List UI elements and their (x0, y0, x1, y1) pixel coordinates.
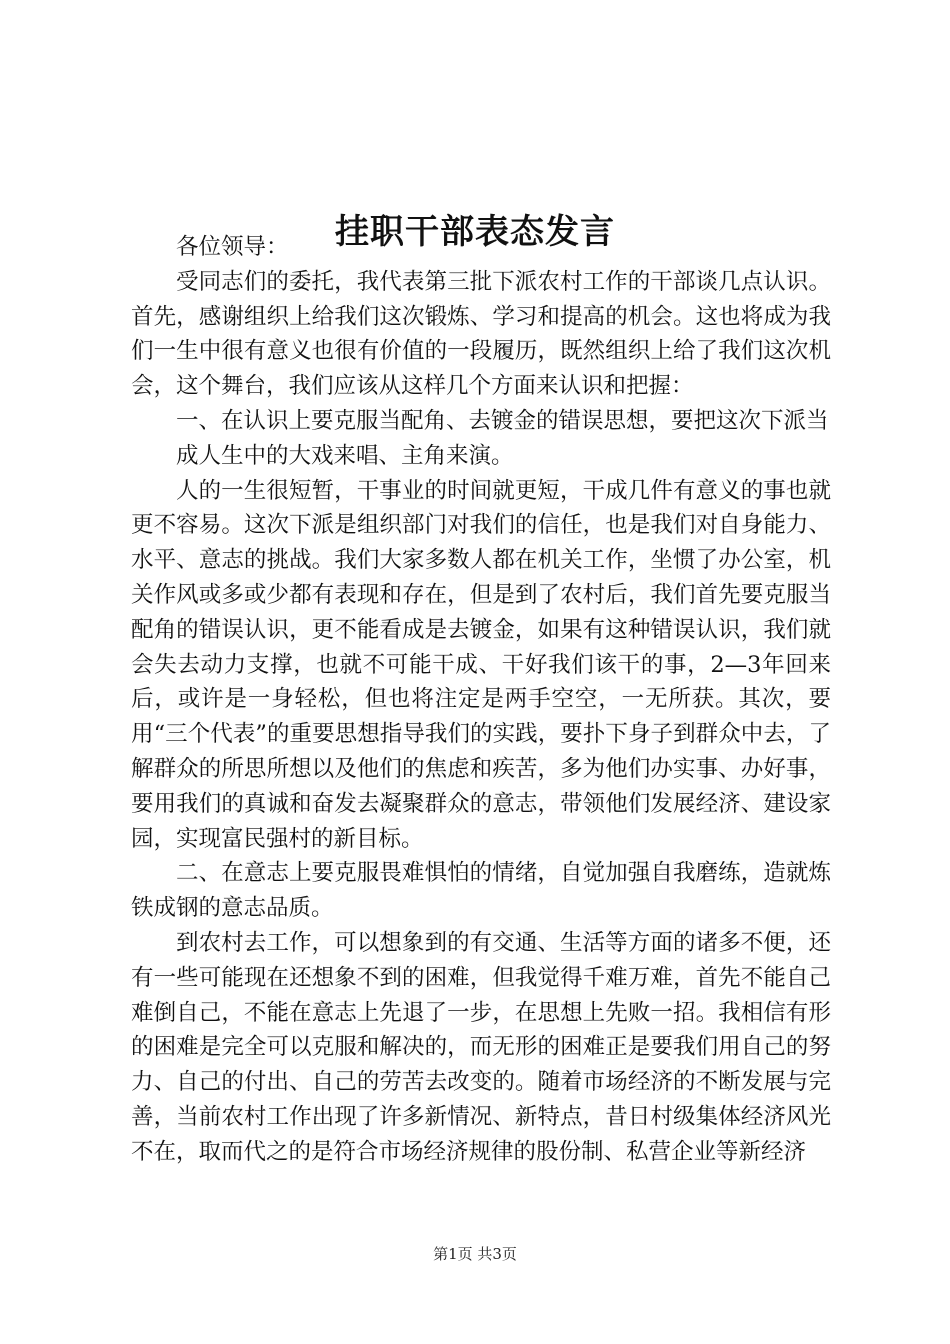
section-heading: 二、在意志上要克服畏难惧怕的情绪，自觉加强自我磨练，造就炼铁成钢的意志品质。 (131, 860, 831, 922)
paragraph: 人的一生很短暂，干事业的时间就更短，干成几件有意义的事也就更不容易。这次下派是组织部门对我们的信任，也是我们对自身能力、水平、意志的挑战。我们大家多数人都在机关工作，坐惯了办公室，机关作风或多或少都有表现和存在，但是到了农村后，我们首先要克服当配角的错误认识，更不能看成是去镀金，如果有这种错误认识，我们就会失去动力支撑，也就不可能干成、干好我们该干的事，2—3年回来后，或许是一身轻松，但也将注定是两手空空，一无所获。其次，要用“三个代表”的重要思想指导我们的实践，要扑下身子到群众中去，了解群众的所思所想以及他们的焦虑和疾苦，多为他们办实事、办好事，要用我们的真诚和奋发去凝聚群众的意志，带领他们发展经济、建设家园，实现富民强村的新目标。 (131, 477, 831, 852)
section-heading: 一、在认识上要克服当配角、去镀金的错误思想，要把这次下派当 (176, 407, 829, 434)
paragraph: 受同志们的委托，我代表第三批下派农村工作的干部谈几点认识。首先，感谢组织上给我们这次锻炼、学习和提高的机会。这也将成为我们一生中很有意义也很有价值的一段履历，既然组织上给了我们这次机会，这个舞台，我们应该从这样几个方面来认识和把握： (131, 268, 831, 400)
paragraph: 到农村去工作，可以想象到的有交通、生活等方面的诸多不便，还有一些可能现在还想象不到的困难，但我觉得千难万难，首先不能自己难倒自己，不能在意志上先退了一步，在思想上先败一招。我相信有形的困难是完全可以克服和解决的，而无形的困难正是要我们用自己的努力、自己的付出、自己的劳苦去改变的。随着市场经济的不断发展与完善，当前农村工作出现了许多新情况、新特点，昔日村级集体经济风光不在，取而代之的是符合市场经济规律的股份制、私营企业等新经济 (131, 929, 831, 1165)
document-title: 挂职干部表态发言 (335, 211, 615, 252)
paragraph: 成人生中的大戏来唱、主角来演。 (176, 442, 514, 469)
document-body (131, 230, 831, 1170)
page-number-footer: 第1页 共3页 (433, 1245, 517, 1263)
salutation: 各位领导： (176, 234, 289, 260)
